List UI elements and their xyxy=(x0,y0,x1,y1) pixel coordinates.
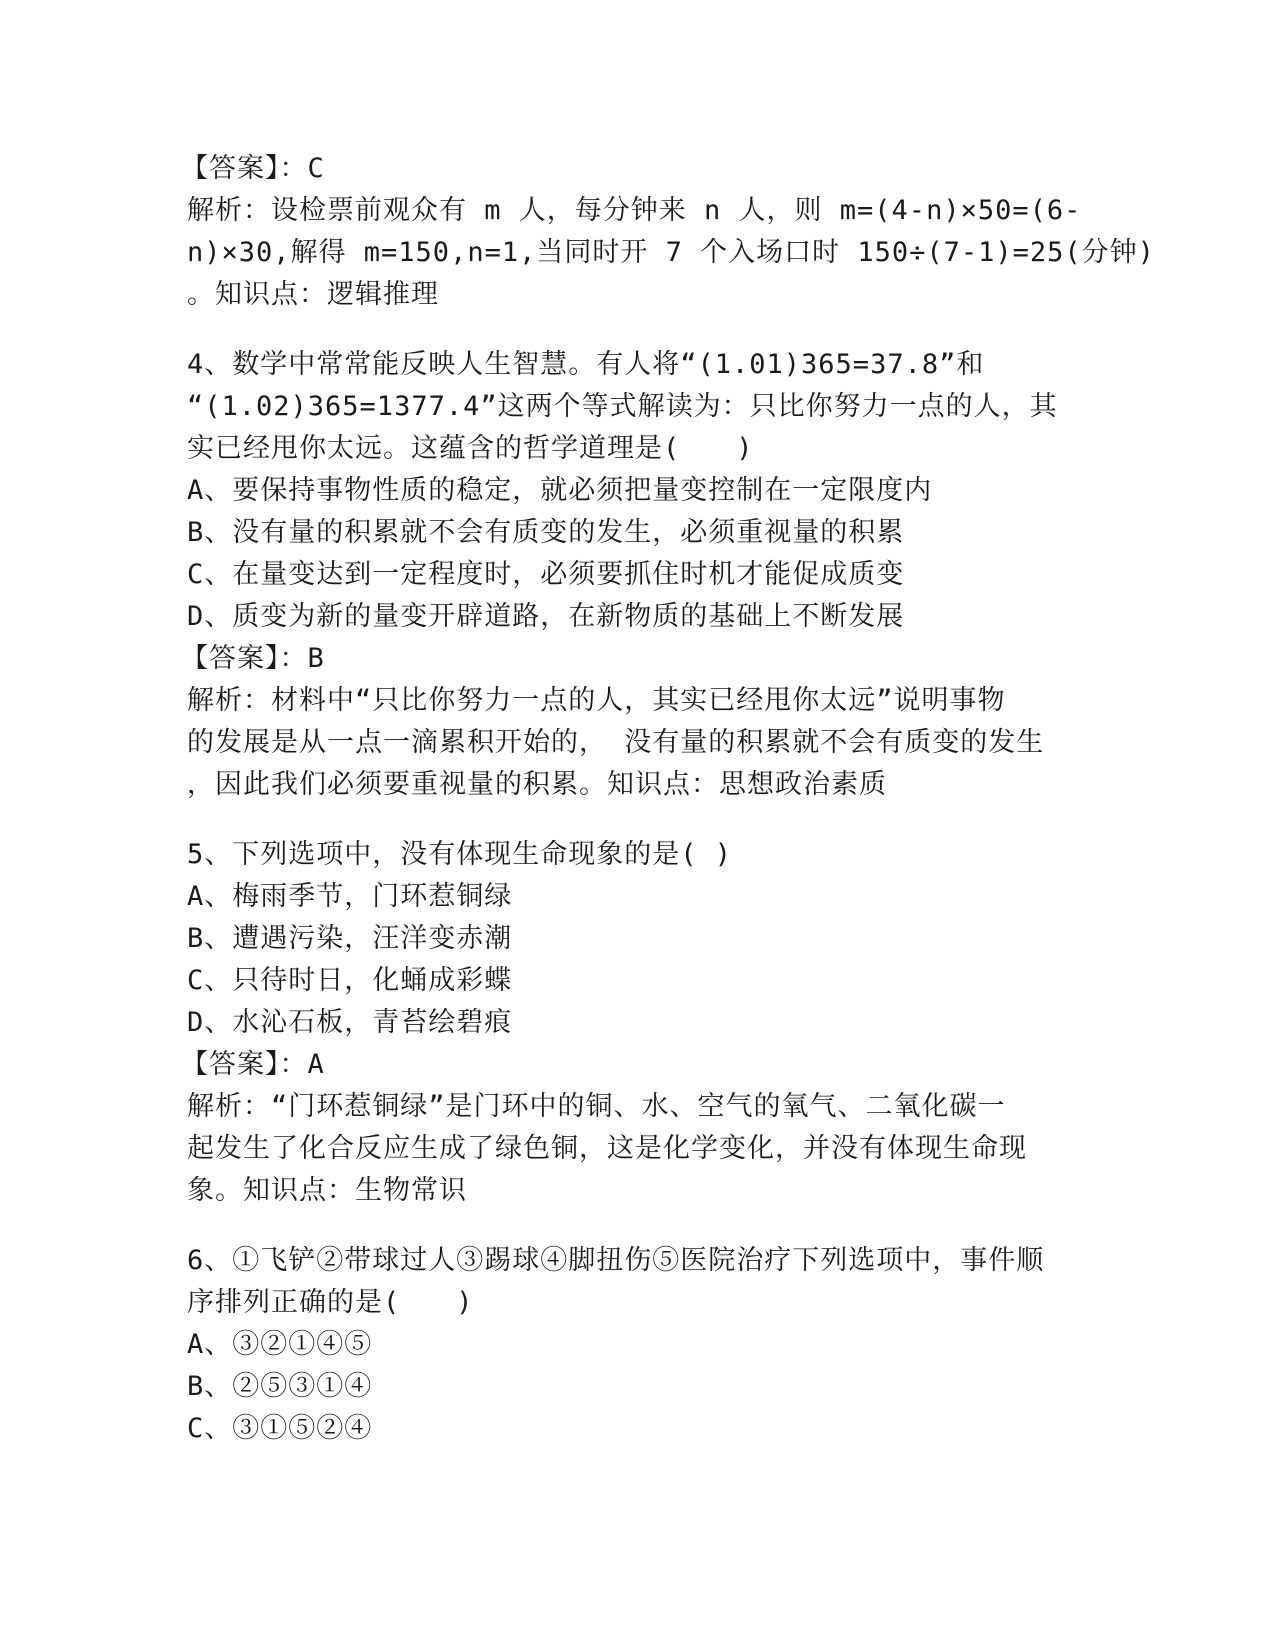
analysis-line: 解析：设检票前观众有 m 人，每分钟来 n 人，则 m=(4-n)×50=(6- xyxy=(187,195,1082,226)
analysis-line: 解析：材料中“只比你努力一点的人，其实已经甩你太远”说明事物 xyxy=(187,685,1006,716)
question-stem-line: “(1.02)365=1377.4”这两个等式解读为：只比你努力一点的人，其 xyxy=(187,391,1058,422)
option-a: A、要保持事物性质的稳定，就必须把量变控制在一定限度内 xyxy=(187,475,933,506)
analysis-line: 象。知识点：生物常识 xyxy=(187,1175,467,1206)
analysis-line: n)×30,解得 m=150,n=1,当同时开 7 个入场口时 150÷(7-1)=25(分钟) xyxy=(187,237,1155,268)
analysis-line: 的发展是从一点一滴累积开始的， 没有量的积累就不会有质变的发生 xyxy=(187,727,1045,758)
answer-block-q3 xyxy=(181,148,1155,316)
answer-label: 【答案】：C xyxy=(181,153,325,184)
analysis-line: ，因此我们必须要重视量的积累。知识点：思想政治素质 xyxy=(187,769,887,800)
spacer xyxy=(187,316,1087,344)
question-4 xyxy=(181,344,1087,806)
question-stem-line: 4、数学中常常能反映人生智慧。有人将“(1.01)365=37.8”和 xyxy=(187,349,985,380)
question-stem-line: 6、①飞铲②带球过人③踢球④脚扭伤⑤医院治疗下列选项中，事件顺 xyxy=(187,1245,1045,1276)
option-b: B、②⑤③①④ xyxy=(187,1371,373,1402)
option-c: C、③①⑤②④ xyxy=(187,1413,373,1444)
answer-label: 【答案】：B xyxy=(181,643,325,674)
option-b: B、遭遇污染，汪洋变赤潮 xyxy=(187,923,513,954)
analysis-line: 解析：“门环惹铜绿”是门环中的铜、水、空气的氧气、二氧化碳一 xyxy=(187,1091,1006,1122)
option-d: D、质变为新的量变开辟道路，在新物质的基础上不断发展 xyxy=(187,601,905,632)
question-stem-line: 实已经甩你太远。这蕴含的哲学道理是( ) xyxy=(187,433,754,464)
option-c: C、只待时日，化蛹成彩蝶 xyxy=(187,965,513,996)
option-a: A、梅雨季节，门环惹铜绿 xyxy=(187,881,513,912)
answer-label: 【答案】：A xyxy=(181,1049,325,1080)
question-stem-line: 5、下列选项中，没有体现生命现象的是( ) xyxy=(187,839,733,870)
question-stem-line: 序排列正确的是( ) xyxy=(187,1287,474,1318)
document-page xyxy=(181,148,1155,1450)
option-a: A、③②①④⑤ xyxy=(187,1329,373,1360)
question-5 xyxy=(181,834,1087,1212)
analysis-line: 起发生了化合反应生成了绿色铜，这是化学变化，并没有体现生命现 xyxy=(187,1133,1027,1164)
option-d: D、水沁石板，青苔绘碧痕 xyxy=(187,1007,513,1038)
question-6 xyxy=(187,1240,1087,1450)
option-b: B、没有量的积累就不会有质变的发生，必须重视量的积累 xyxy=(187,517,905,548)
option-c: C、在量变达到一定程度时，必须要抓住时机才能促成质变 xyxy=(187,559,905,590)
spacer xyxy=(187,806,1087,834)
analysis-line: 。知识点：逻辑推理 xyxy=(187,279,439,310)
spacer xyxy=(187,1212,1087,1240)
